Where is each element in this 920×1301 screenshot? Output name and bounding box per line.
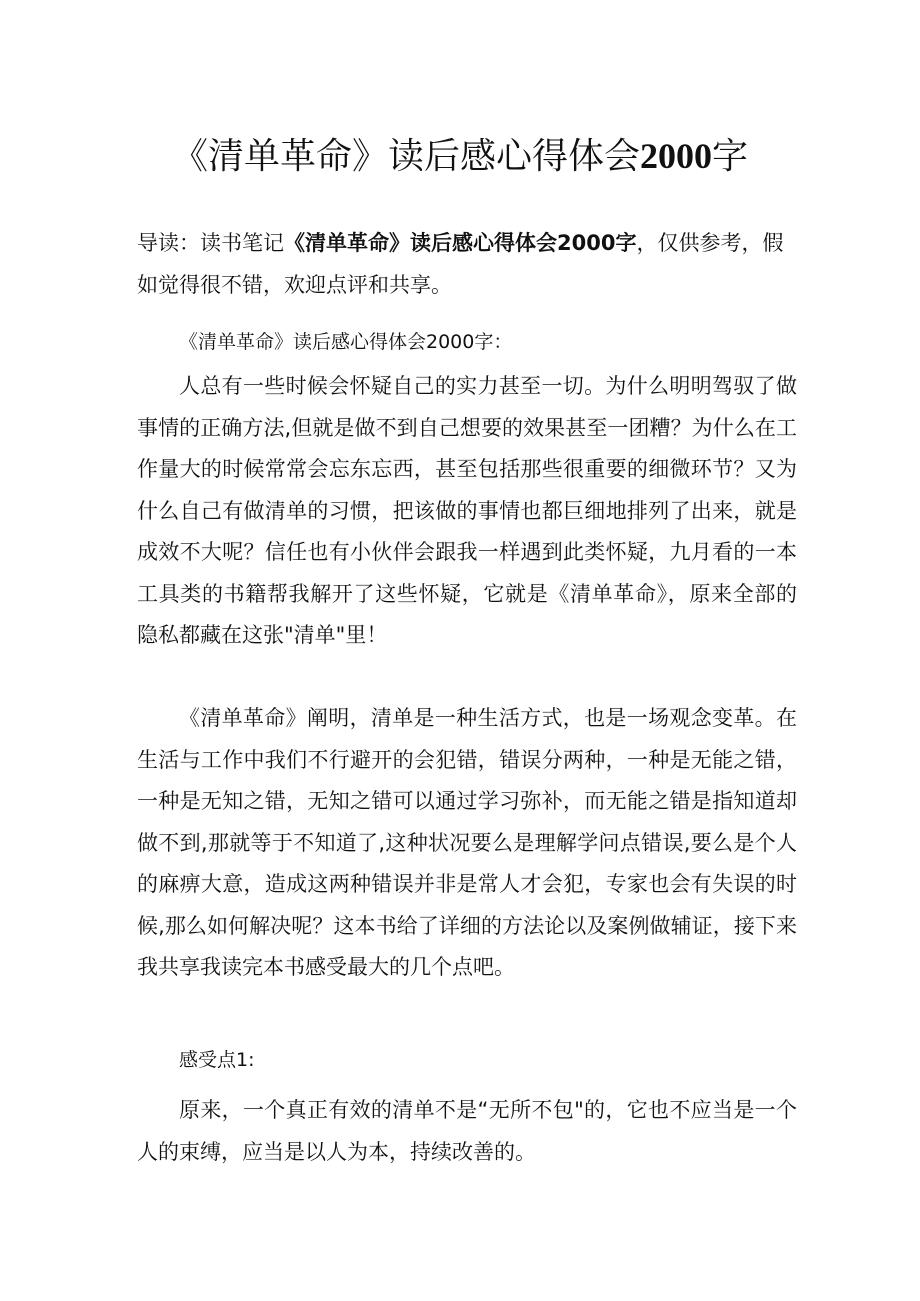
title-text: 《清单革命》读后感心得体会 <box>171 136 640 177</box>
subheading-point-1: 感受点1: <box>179 1049 255 1071</box>
title-number: 2000 <box>640 136 712 176</box>
subheading-title-repeat: 《清单革命》读后感心得体会2000字： <box>179 331 513 353</box>
intro-bold-title: 《清单革命》读后感心得体会2000字 <box>284 231 637 255</box>
title-suffix: 字 <box>712 136 749 177</box>
intro-tail: ，仅供参考，假如觉得很不错，欢迎点评和共享。 <box>137 231 784 297</box>
paragraph-3: 原来，一个真正有效的清单不是“无所不包"的，它也不应当是一个人的束缚，应当是以人为本，持续改善的。 <box>137 1098 797 1164</box>
intro-lead: 导读：读书笔记 <box>137 231 284 255</box>
intro-paragraph <box>137 222 797 306</box>
paragraph-1: 人总有一些时候会怀疑自己的实力甚至一切。为什么明明驾驭了做事情的正确方法,但就是做不到自己想要的效果甚至一团糟？为什么在工作量大的时候常常会忘东忘西，甚至包括那些很重要的细微环节？又为什么自己有做清单的习惯，把该做的事情也都巨细地排列了出来，就是成效不大呢？信任也有小伙伴会跟我一样遇到此类怀疑，九月看的一本工具类的书籍帮我解开了这些怀疑，它就是《清单革命》，原来全部的隐私都藏在这张"清单"里！ <box>137 374 797 647</box>
document-title <box>0 132 920 181</box>
paragraph-2: 《清单革命》阐明，清单是一种生活方式，也是一场观念变革。在生活与工作中我们不行避开的会犯错，错误分两种，一种是无能之错，一种是无知之错，无知之错可以通过学习弥补，而无能之错是指知道却做不到,那就等于不知道了,这种状况要么是理解学问点错误,要么是个人的麻痹大意，造成这两种错误并非是常人才会犯，专家也会有失误的时候,那么如何解决呢？这本书给了详细的方法论以及案例做辅证，接下来我共享我读完本书感受最大的几个点吧。 <box>137 706 797 979</box>
